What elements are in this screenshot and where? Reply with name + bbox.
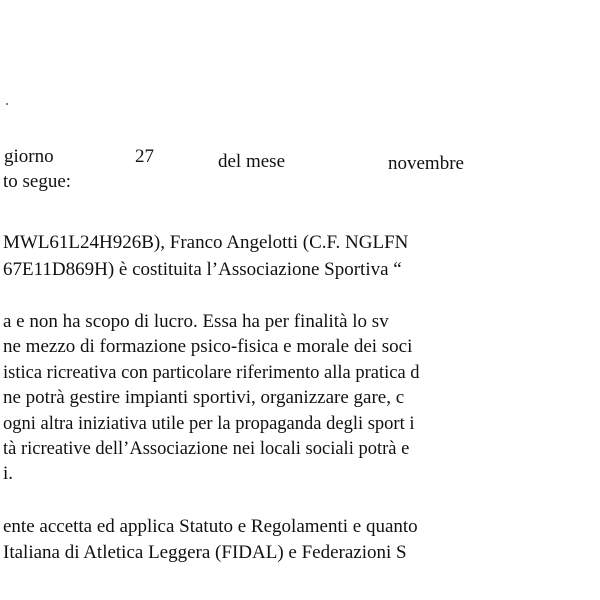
text-line-2: MWL61L24H926B), Franco Angelotti (C.F. NGLFN [3,232,409,253]
text-line-8: ogni altra iniziativa utile per la propaganda degli sport i [3,414,415,434]
text-line-11: ente accetta ed applica Statuto e Regolamenti e quanto [3,516,418,537]
text-line-5: ne mezzo di formazione psico-fisica e morale dei soci [3,336,413,357]
text-line-12: Italiana di Atletica Leggera (FIDAL) e Federazioni S [3,542,407,563]
text-line-10: i. [3,463,14,484]
text-line-7: ne potrà gestire impianti sportivi, organizzare gare, c [3,387,405,408]
del-mese-label: del mese [218,151,286,172]
text-line-4: a e non ha scopo di lucro. Essa ha per finalità lo sv [3,311,389,332]
text-line-9: tà ricreative dell’Associazione nei locali sociali potrà e [3,439,410,459]
text-line-1: to segue: [3,171,72,192]
month-value: novembre [388,153,464,174]
text-line-6: istica ricreativa con particolare riferimento alla pratica d [3,363,420,383]
scan-speck [6,103,8,105]
text-line-3: 67E11D869H) è costituita l’Associazione Sportiva “ [3,259,402,280]
day-value: 27 [135,146,154,167]
giorno-label: giorno [4,146,54,167]
